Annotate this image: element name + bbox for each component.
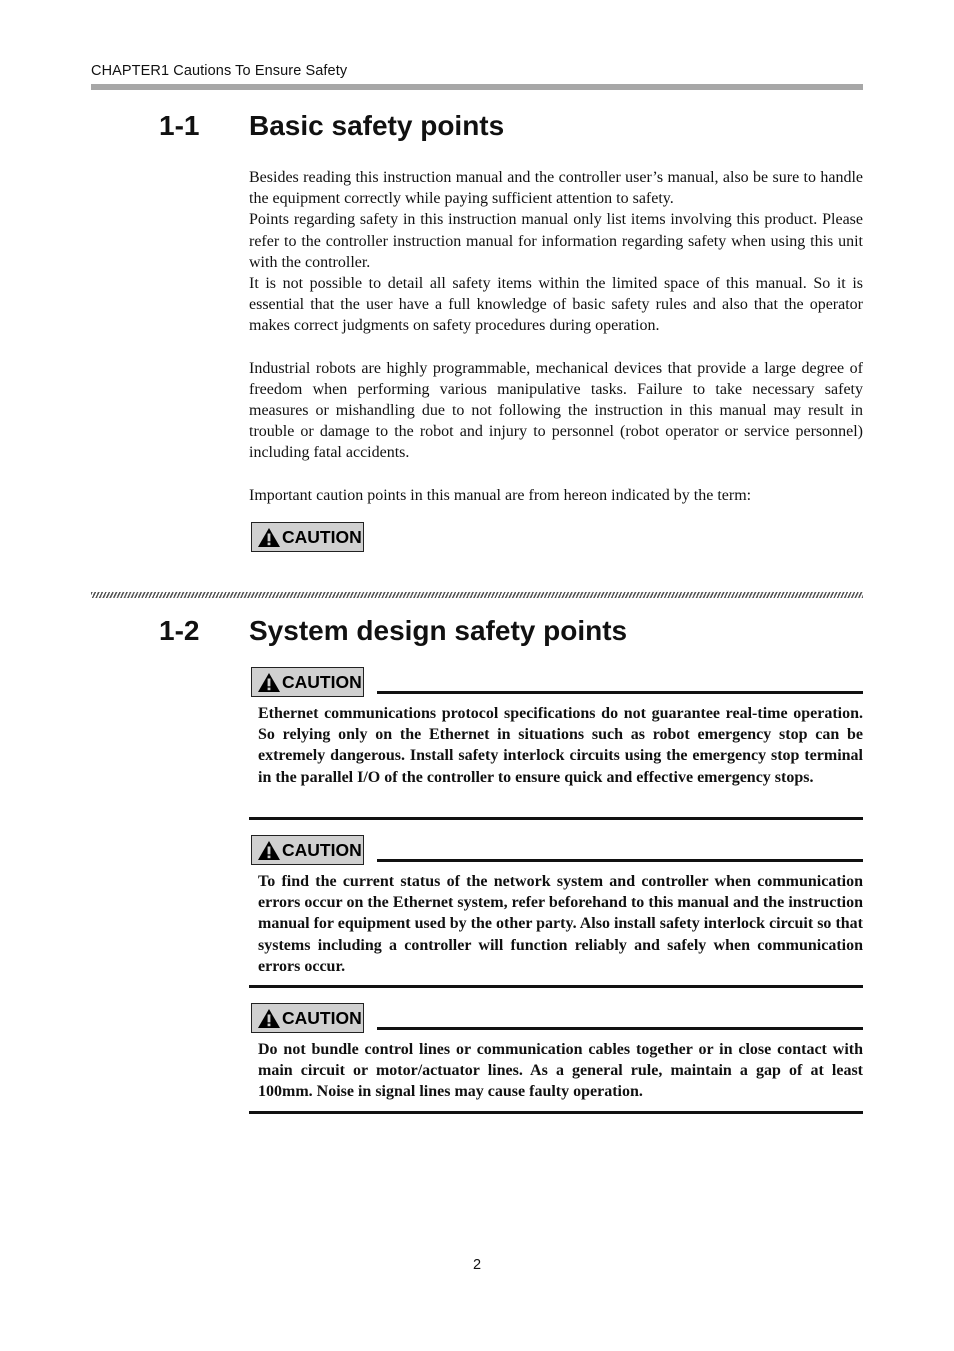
caution-badge (251, 522, 364, 552)
caution-text: Ethernet communications protocol specifications do not guarantee real-time operation. So relying only on the Ethernet in situations such as robot emergency stop can be extremely dangerous. Install safety interlock circuits using the emergency stop terminal in the parallel I/O of the controller to ensure quick and effective emergency stops. (258, 705, 863, 786)
caution-badge (251, 667, 364, 697)
section-1-number: 1-1 (159, 110, 200, 141)
caution-badge (251, 835, 364, 865)
caution-rule (377, 859, 863, 862)
page-number: 2 (472, 1257, 482, 1273)
warning-triangle-icon (257, 527, 281, 548)
paragraph: Important caution points in this manual are from hereon indicated by the term: (249, 486, 752, 504)
section-1-body (249, 167, 863, 506)
warning-triangle-icon (257, 1008, 281, 1029)
section-1-title: Basic safety points (249, 110, 505, 141)
caution-rule (377, 1027, 863, 1030)
caution-label: CAUTION (282, 671, 362, 692)
caution-bottom-rule (249, 1111, 863, 1114)
warning-triangle-icon (257, 672, 281, 693)
caution-badge (251, 1003, 364, 1033)
caution-label: CAUTION (282, 526, 362, 547)
section-divider (91, 592, 863, 598)
section-2-title: System design safety points (249, 615, 628, 646)
section-2-number: 1-2 (159, 615, 200, 646)
paragraph: Industrial robots are highly programmable, mechanical devices that provide a large degree of freedom when performing various manipulative tasks. Failure to take necessary safety measures or mishandling due to not following the instruction in this manual may result in trouble or damage to the robot and injury to personnel (robot operator or service personnel) including fatal accidents. (249, 359, 863, 462)
caution-rule (377, 691, 863, 694)
paragraph: It is not possible to detail all safety items within the limited space of this manual. So it is essential that the user have a full knowledge of basic safety rules and also that the operator makes correct judgments on safety procedures during operation. (249, 275, 863, 335)
caution-bottom-rule (249, 985, 863, 988)
running-head: CHAPTER1 Cautions To Ensure Safety (91, 63, 348, 79)
caution-text: Do not bundle control lines or communication cables together or in close contact with main circuit or motor/actuator lines. As a general rule, maintain a gap of at least 100mm. Noise in signal lines may cause faulty operation. (258, 1041, 863, 1101)
paragraph: Points regarding safety in this instruction manual only list items involving this product. Please refer to the controller instruction manual for information regarding safety when using this unit with the controller. (249, 211, 863, 271)
header-rule (91, 84, 863, 90)
caution-label: CAUTION (282, 1007, 362, 1028)
caution-label: CAUTION (282, 839, 362, 860)
caution-text: To find the current status of the network system and controller when communication errors occur on the Ethernet system, refer beforehand to this manual and the instruction manual for equipment used by the other party. Also install safety interlock circuit so that systems including a controller will function reliably and safely when communication errors occur. (258, 873, 863, 975)
caution-bottom-rule (249, 817, 863, 820)
paragraph: Besides reading this instruction manual and the controller user’s manual, also be sure to handle the equipment correctly while paying sufficient attention to safety. (249, 169, 863, 208)
warning-triangle-icon (257, 840, 281, 861)
